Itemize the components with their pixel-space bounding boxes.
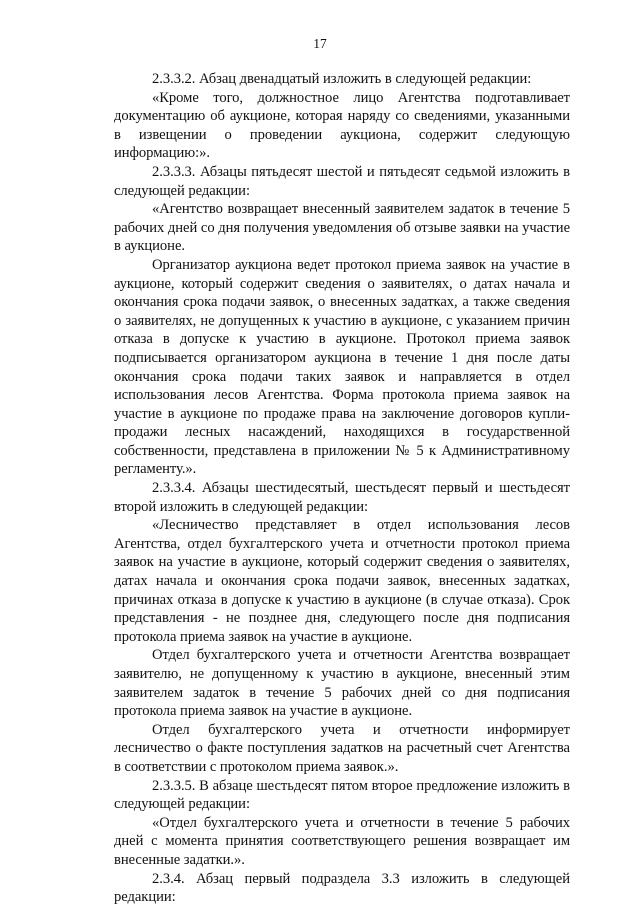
page-number: 17 <box>313 36 327 51</box>
paragraph-quote-deposit-return: «Агентство возвращает внесенный заявителем задаток в течение 5 рабочих дней со дня получения уведомления об отзыве заявки на участие в аукционе. <box>114 201 570 255</box>
paragraph-quote-accounting: «Отдел бухгалтерского учета и отчетности в течение 5 рабочих дней с момента принятия соответствующего решения возвращает им внесенные задатки.». <box>114 814 570 868</box>
paragraph-quote-forestry: «Лесничество представляет в отдел использования лесов Агентства, отдел бухгалтерского учета и отчетности протокол приема заявок на участие в аукционе, который содержит сведения о заявителях, датах начала и окончания срока подачи заявок, внесенных задатках, причинах отказа в допуске к участию в аукционе (в случае отказа). Срок представления - не позднее дня, следующего после дня подписания протокола приема заявок на участие в аукционе. <box>114 517 570 645</box>
paragraph-2-3-3-2: 2.3.3.2. Абзац двенадцатый изложить в следующей редакции: <box>152 71 532 87</box>
paragraph-2-3-3-4: 2.3.3.4. Абзацы шестидесятый, шестьдесят первый и шестьдесят второй изложить в следующей редакции: <box>114 480 570 515</box>
paragraph-accounting-return: Отдел бухгалтерского учета и отчетности Агентства возвращает заявителю, не допущенному к участию в аукционе, внесенный этим заявителем задаток в течение 5 рабочих дней со дня подписания протокола приема заявок на участие в аукционе. <box>114 647 570 720</box>
document-body <box>114 70 570 907</box>
paragraph-2-3-3-5: 2.3.3.5. В абзаце шестьдесят пятом второе предложение изложить в следующей редакции: <box>114 777 570 813</box>
paragraph-accounting-inform: Отдел бухгалтерского учета и отчетности информирует лесничество о факте поступления задатков на расчетный счет Агентства в соответствии с протоколом приема заявок.». <box>114 721 570 775</box>
paragraph-auction-protocol: Организатор аукциона ведет протокол приема заявок на участие в аукционе, который содержит сведения о заявителях, о датах начала и окончания срока подачи заявок, о внесенных задатках, а также сведения о заявителях, не допущенных к участию в аукционе, с указанием причин отказа в допуске к участию в аукционе. Протокол приема заявок подписывается организатором аукциона в течение 1 дня после даты окончания срока подачи таких заявок и направляется в отдел использования лесов Агентства. Форма протокола приема заявок на участие в аукционе по продаже права на заключение договоров купли-продажи лесных насаждений, находящихся в государственной собственности, представлена в приложении № 5 к Административному регламенту.». <box>114 256 570 478</box>
paragraph-quote-documentation: «Кроме того, должностное лицо Агентства подготавливает документацию об аукционе, которая наряду со сведениями, указанными в извещении о проведении аукциона, содержит следующую информацию:». <box>114 89 570 162</box>
paragraph-2-3-3-3: 2.3.3.3. Абзацы пятьдесят шестой и пятьдесят седьмой изложить в следующей редакции: <box>114 163 570 199</box>
paragraph-2-3-4: 2.3.4. Абзац первый подраздела 3.3 изложить в следующей редакции: <box>114 870 570 906</box>
